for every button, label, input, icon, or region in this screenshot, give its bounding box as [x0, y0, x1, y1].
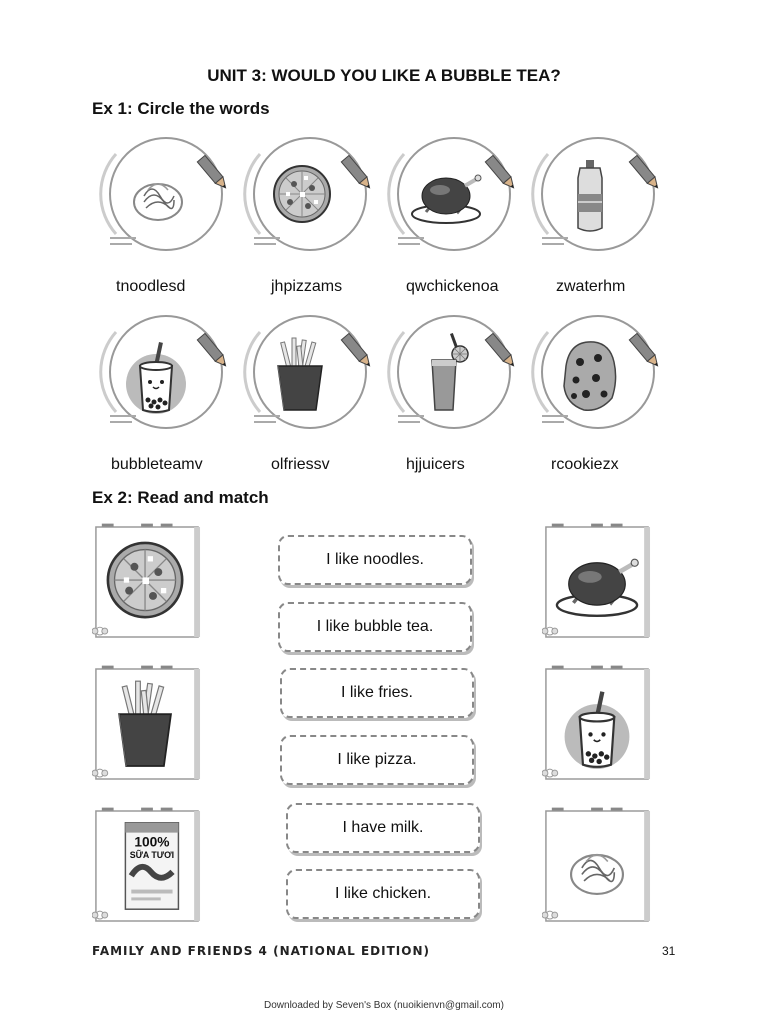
page-number: 31: [662, 944, 676, 958]
fries-card: [240, 312, 380, 442]
match-picture-bubble-tea[interactable]: [542, 664, 652, 784]
pizza-icon: [274, 166, 330, 222]
match-picture-fries[interactable]: [92, 664, 202, 784]
noodles-card: [96, 134, 236, 264]
word-puzzle[interactable]: hjjuicers: [406, 456, 465, 473]
pizza-icon: [108, 543, 182, 617]
noodles-icon: [571, 855, 623, 894]
ex1-heading: Ex 1: Circle the words: [92, 99, 270, 118]
match-picture-noodles[interactable]: [542, 806, 652, 926]
ex2-heading: Ex 2: Read and match: [92, 488, 269, 507]
word-puzzle[interactable]: jhpizzams: [271, 278, 343, 295]
milk-carton-label: SỮA TƯƠI: [129, 850, 175, 861]
sentence-box[interactable]: I have milk.: [286, 803, 480, 853]
footer-brand: FAMILY AND FRIENDS 4 (NATIONAL EDITION): [92, 944, 430, 958]
word-puzzle[interactable]: qwchickenoa: [406, 278, 499, 295]
water-bottle-icon: [578, 160, 602, 231]
noodles-icon: [134, 184, 182, 220]
cookie-card: [528, 312, 668, 442]
sentence-box[interactable]: I like bubble tea.: [278, 602, 472, 652]
match-picture-chicken[interactable]: [542, 522, 652, 642]
water-card: [528, 134, 668, 264]
match-picture-pizza[interactable]: [92, 522, 202, 642]
download-note: Downloaded by Seven's Box (nuoikienvn@gmail.com): [264, 1000, 504, 1011]
word-puzzle[interactable]: zwaterhm: [556, 278, 626, 295]
page-title: UNIT 3: WOULD YOU LIKE A BUBBLE TEA?: [207, 66, 561, 85]
sentence-box[interactable]: I like fries.: [280, 668, 474, 718]
sentence-box[interactable]: I like chicken.: [286, 869, 480, 919]
word-puzzle[interactable]: rcookiezx: [551, 456, 619, 473]
milk-carton-big-text: 100%: [134, 834, 170, 850]
pizza-card: [240, 134, 380, 264]
chicken-card: [384, 134, 524, 264]
match-picture-milk[interactable]: [92, 806, 202, 926]
sentence-box[interactable]: I like noodles.: [278, 535, 472, 585]
word-puzzle[interactable]: tnoodlesd: [116, 278, 186, 295]
bubble-tea-card: [96, 312, 236, 442]
cookie-icon: [564, 342, 616, 410]
word-puzzle[interactable]: olfriessv: [271, 456, 330, 473]
sentence-box[interactable]: I like pizza.: [280, 735, 474, 785]
juice-card: [384, 312, 524, 442]
word-puzzle[interactable]: bubbleteamv: [111, 456, 203, 473]
